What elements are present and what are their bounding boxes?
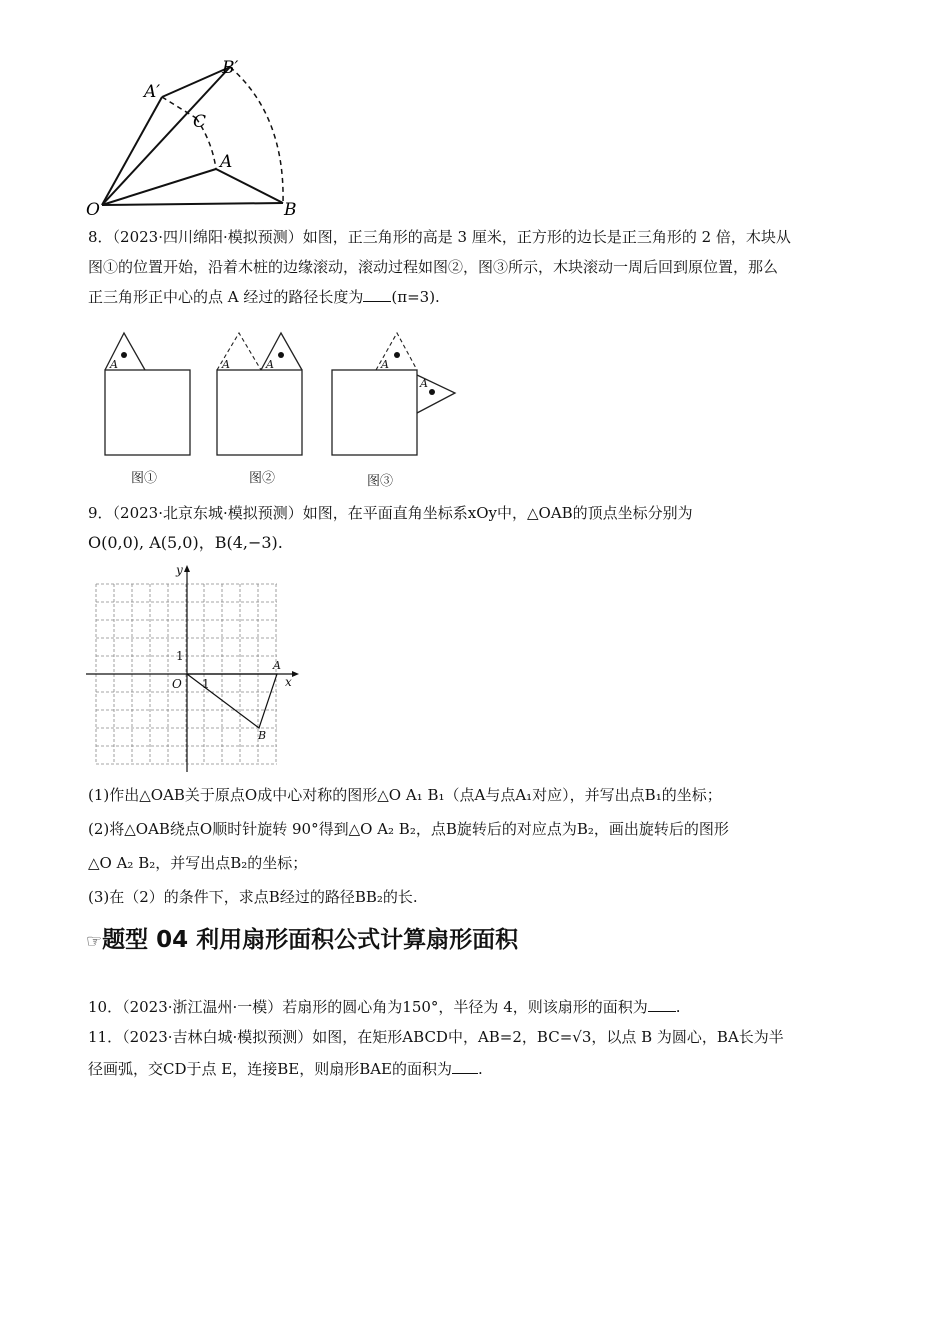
q8-fig3-A1: A xyxy=(381,358,389,371)
q11-line1: 11．（2023·吉林白城·模拟预测）如图，在矩形ABCD中，AB=2，BC=√3，以点 B 为圆心，BA长为半 xyxy=(88,1028,784,1046)
q8-line1: 8．（2023·四川绵阳·模拟预测）如图，正三角形的高是 3 厘米，正方形的边长是正三角形的 2 倍，木块从 xyxy=(88,228,791,246)
label-O: O xyxy=(86,200,100,220)
q9-point-A: A xyxy=(273,659,281,672)
q8-line2: 图①的位置开始，沿着木桩的边缘滚动，滚动过程如图②，图③所示，木块滚动一周后回到原位置，那么 xyxy=(88,258,779,276)
q8-fig2-A1: A xyxy=(222,358,230,371)
label-A-prime: A′ xyxy=(144,82,161,102)
q9-origin-label: O xyxy=(172,677,182,691)
q10-number: 10． xyxy=(88,998,123,1016)
q9-line1: 9．（2023·北京东城·模拟预测）如图，在平面直角坐标系xOy中，△OAB的顶点坐标分别为 xyxy=(88,504,693,522)
q9-unit-x: 1 xyxy=(202,677,210,691)
q8-fig1-A: A xyxy=(110,358,118,371)
q8-number: 8． xyxy=(88,228,113,246)
q9-part3: (3)在（2）的条件下，求点B经过的路径BB₂的长. xyxy=(88,888,418,906)
label-B-prime: B′ xyxy=(222,58,239,78)
q9-number: 9． xyxy=(88,504,113,522)
q9-x-axis-label: x xyxy=(285,675,292,689)
q9-part2a: (2)将△OAB绕点O顺时针旋转 90°得到△O A₂ B₂，点B旋转后的对应点为B₂，画出旋转后的图形 xyxy=(88,820,729,838)
q9-unit-y: 1 xyxy=(176,649,184,663)
q8-caption-1: 图① xyxy=(131,471,158,486)
label-C: C xyxy=(193,112,207,132)
q9-part1: (1)作出△OAB关于原点O成中心对称的图形△O A₁ B₁（点A与点A₁对应），并写出点B₁的坐标； xyxy=(88,786,722,804)
q8-figures xyxy=(95,325,465,490)
answer-blank[interactable] xyxy=(363,287,391,302)
q8-fig3-A2: A xyxy=(420,377,428,390)
answer-blank[interactable] xyxy=(452,1059,478,1074)
answer-blank[interactable] xyxy=(648,997,676,1012)
pointing-hand-icon: ☞ xyxy=(86,931,103,952)
q10-line: 10．（2023·浙江温州·一模）若扇形的圆心角为150°，半径为 4，则该扇形的面积为 . xyxy=(88,998,681,1016)
label-A: A xyxy=(220,152,233,172)
q11-line2: 径画弧，交CD于点 E，连接BE，则扇形BAE的面积为 . xyxy=(88,1060,483,1078)
q11-number: 11． xyxy=(88,1028,123,1046)
q8-fig2-A2: A xyxy=(266,358,274,371)
q8-line3: 正三角形正中心的点 A 经过的路径长度为 (π=3). xyxy=(88,288,440,306)
q9-part2b: △O A₂ B₂，并写出点B₂的坐标； xyxy=(88,854,308,872)
rotation-figure xyxy=(80,55,310,220)
q9-point-B: B xyxy=(258,729,267,742)
label-B: B xyxy=(284,200,297,220)
section-title: 题型 04 利用扇形面积公式计算扇形面积 xyxy=(102,927,519,953)
q9-line2: O(0,0), A(5,0)，B(4,−3). xyxy=(88,533,283,552)
q8-caption-2: 图② xyxy=(249,471,276,486)
q8-caption-3: 图③ xyxy=(367,474,394,489)
q9-coordinate-grid xyxy=(80,562,310,777)
q9-y-axis-label: y xyxy=(176,563,183,577)
section-heading xyxy=(86,921,518,954)
